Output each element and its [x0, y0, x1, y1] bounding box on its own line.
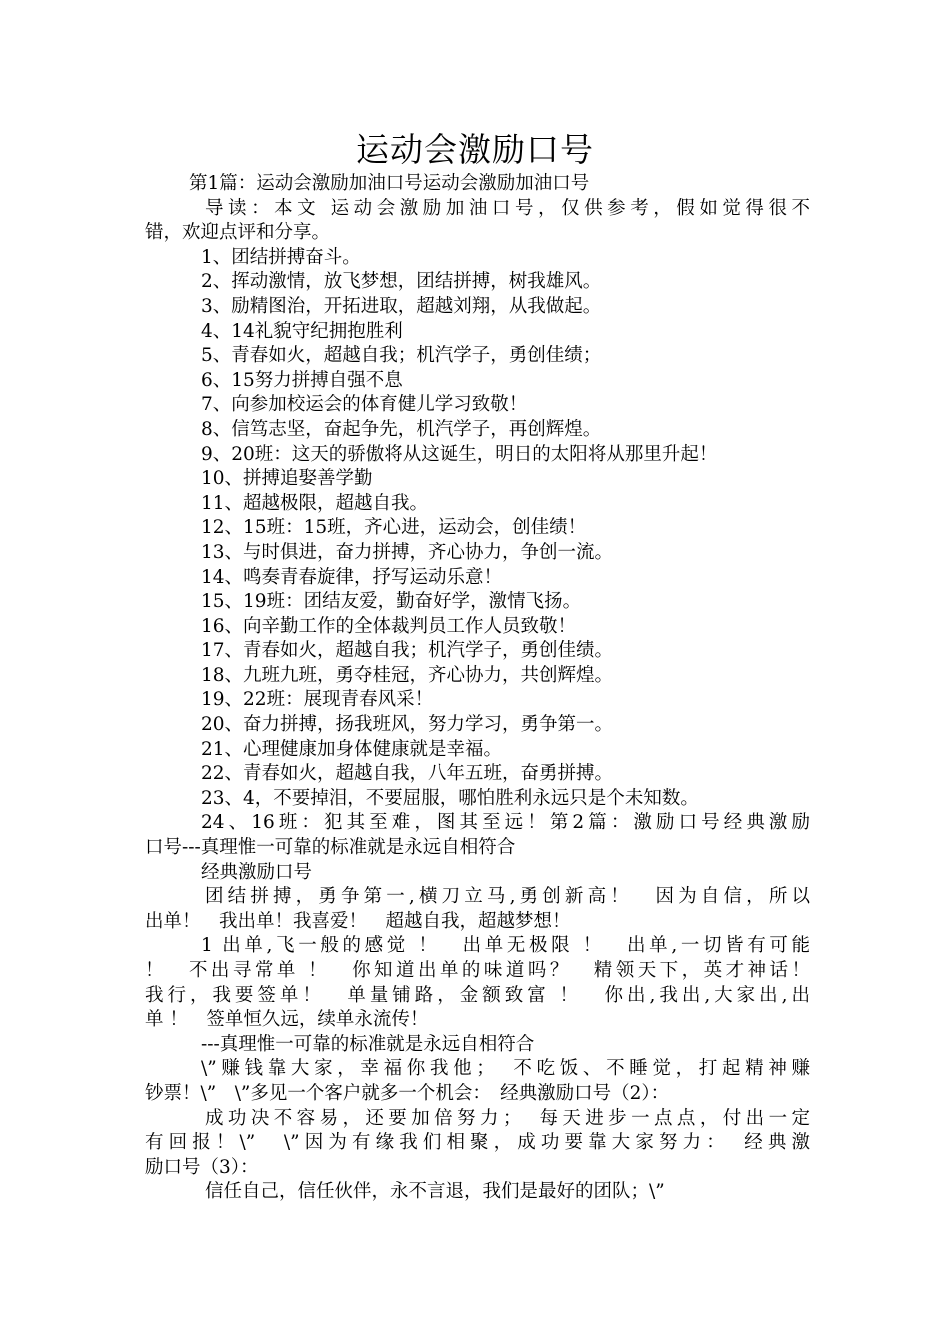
- text-line: 信任自己，信任伙伴，永不言退，我们是最好的团队；\”: [205, 1181, 665, 1203]
- text-line: 2、挥动激情，放飞梦想，团结拼搏，树我雄风。: [201, 271, 602, 293]
- text-line: 单 ！ 签单恒久远，续单永流传！: [145, 1009, 429, 1031]
- text-line: 10、拼搏追娶善学勤: [201, 468, 373, 490]
- text-line: 14、鸣奏青春旋律，抒写运动乐意！: [201, 566, 503, 588]
- text-line: 19、22班：展现青春风采！: [201, 689, 434, 711]
- text-line: 7、向参加校运会的体育健儿学习致敬！: [201, 394, 528, 416]
- text-line: 16、向辛勤工作的全体裁判员工作人员致敬！: [201, 615, 577, 637]
- text-line: 8、信笃志坚，奋起争先，机汽学子，再创辉煌。: [201, 418, 602, 440]
- text-line: 5、青春如火，超越自我；机汽学子，勇创佳绩；: [201, 345, 602, 367]
- text-line: 21、心理健康加身体健康就是幸福。: [201, 738, 503, 760]
- text-line: 我行，我要签单！ 单量铺路，金额致富 ！ 你出,我出,大家出,出: [145, 984, 810, 1006]
- text-line: 经典激励口号: [201, 861, 313, 883]
- text-line: 15、19班：团结友爱，勤奋好学，激情飞扬。: [201, 591, 582, 613]
- text-line: 导读：本文 运动会激励加油口号，仅供参考，假如觉得很不: [205, 197, 810, 219]
- document-body: [145, 172, 810, 1205]
- text-line: 第1篇：运动会激励加油口号运动会激励加油口号: [189, 173, 590, 194]
- text-line: ---真理惟一可靠的标准就是永远自相符合: [201, 1033, 535, 1055]
- text-line: 23、4，不要掉泪，不要屈服，哪怕胜利永远只是个未知数。: [201, 787, 699, 809]
- text-line: 团结拼搏，勇争第一,横刀立马,勇创新高！ 因为自信，所以: [205, 886, 810, 908]
- text-line: 钞票！\” \”多见一个客户就多一个机会： 经典激励口号（2）：: [145, 1082, 670, 1104]
- text-line: \”赚钱靠大家，幸福你我他； 不吃饭、不睡觉，打起精神赚: [201, 1058, 810, 1080]
- text-line: 1 出单,飞一般的感觉 ！ 出单无极限 ！ 出单,一切皆有可能: [201, 935, 810, 957]
- text-line: 有回报！\” \”因为有缘我们相聚，成功要靠大家努力： 经典激: [145, 1132, 810, 1154]
- text-line: 错，欢迎点评和分享。: [145, 222, 331, 244]
- text-line: 18、九班九班，勇夺桂冠，齐心协力，共创辉煌。: [201, 664, 614, 686]
- text-line: 9、20班：这天的骄傲将从这诞生，明日的太阳将从那里升起！: [201, 443, 718, 465]
- text-line: 22、青春如火，超越自我，八年五班，奋勇拼搏。: [201, 763, 614, 785]
- text-line: 励口号（3）：: [145, 1156, 259, 1178]
- document-title: 运动会激励口号: [356, 130, 594, 169]
- text-line: 11、超越极限，超越自我。: [201, 492, 429, 514]
- text-line: 3、励精图治，开拓进取，超越刘翔，从我做起。: [201, 295, 602, 317]
- text-line: 17、青春如火，超越自我；机汽学子，勇创佳绩。: [201, 640, 614, 662]
- text-line: 1、团结拼搏奋斗。: [201, 246, 361, 268]
- text-line: 6、15努力拼搏自强不息: [201, 369, 403, 391]
- text-line: 13、与时俱进，奋力拼搏，齐心协力，争创一流。: [201, 541, 614, 563]
- text-line: 12、15班：15班，齐心进，运动会，创佳绩！: [201, 517, 587, 539]
- text-line: 成功决不容易，还要加倍努力； 每天进步一点点，付出一定: [205, 1107, 810, 1129]
- text-line: ！ 不出寻常单 ！ 你知道出单的味道吗？ 精领天下，英才神话！: [145, 960, 810, 981]
- text-line: 口号---真理惟一可靠的标准就是永远自相符合: [145, 837, 516, 859]
- text-line: 20、奋力拼搏，扬我班风，努力学习，勇争第一。: [201, 714, 614, 736]
- text-line: 出单！ 我出单！我喜爱！ 超越自我，超越梦想！: [145, 910, 571, 932]
- text-line: 4、14礼貌守纪拥抱胜利: [201, 320, 403, 342]
- text-line: 24、16班：犯其至难，图其至远！第2篇：激励口号经典激励: [201, 812, 810, 834]
